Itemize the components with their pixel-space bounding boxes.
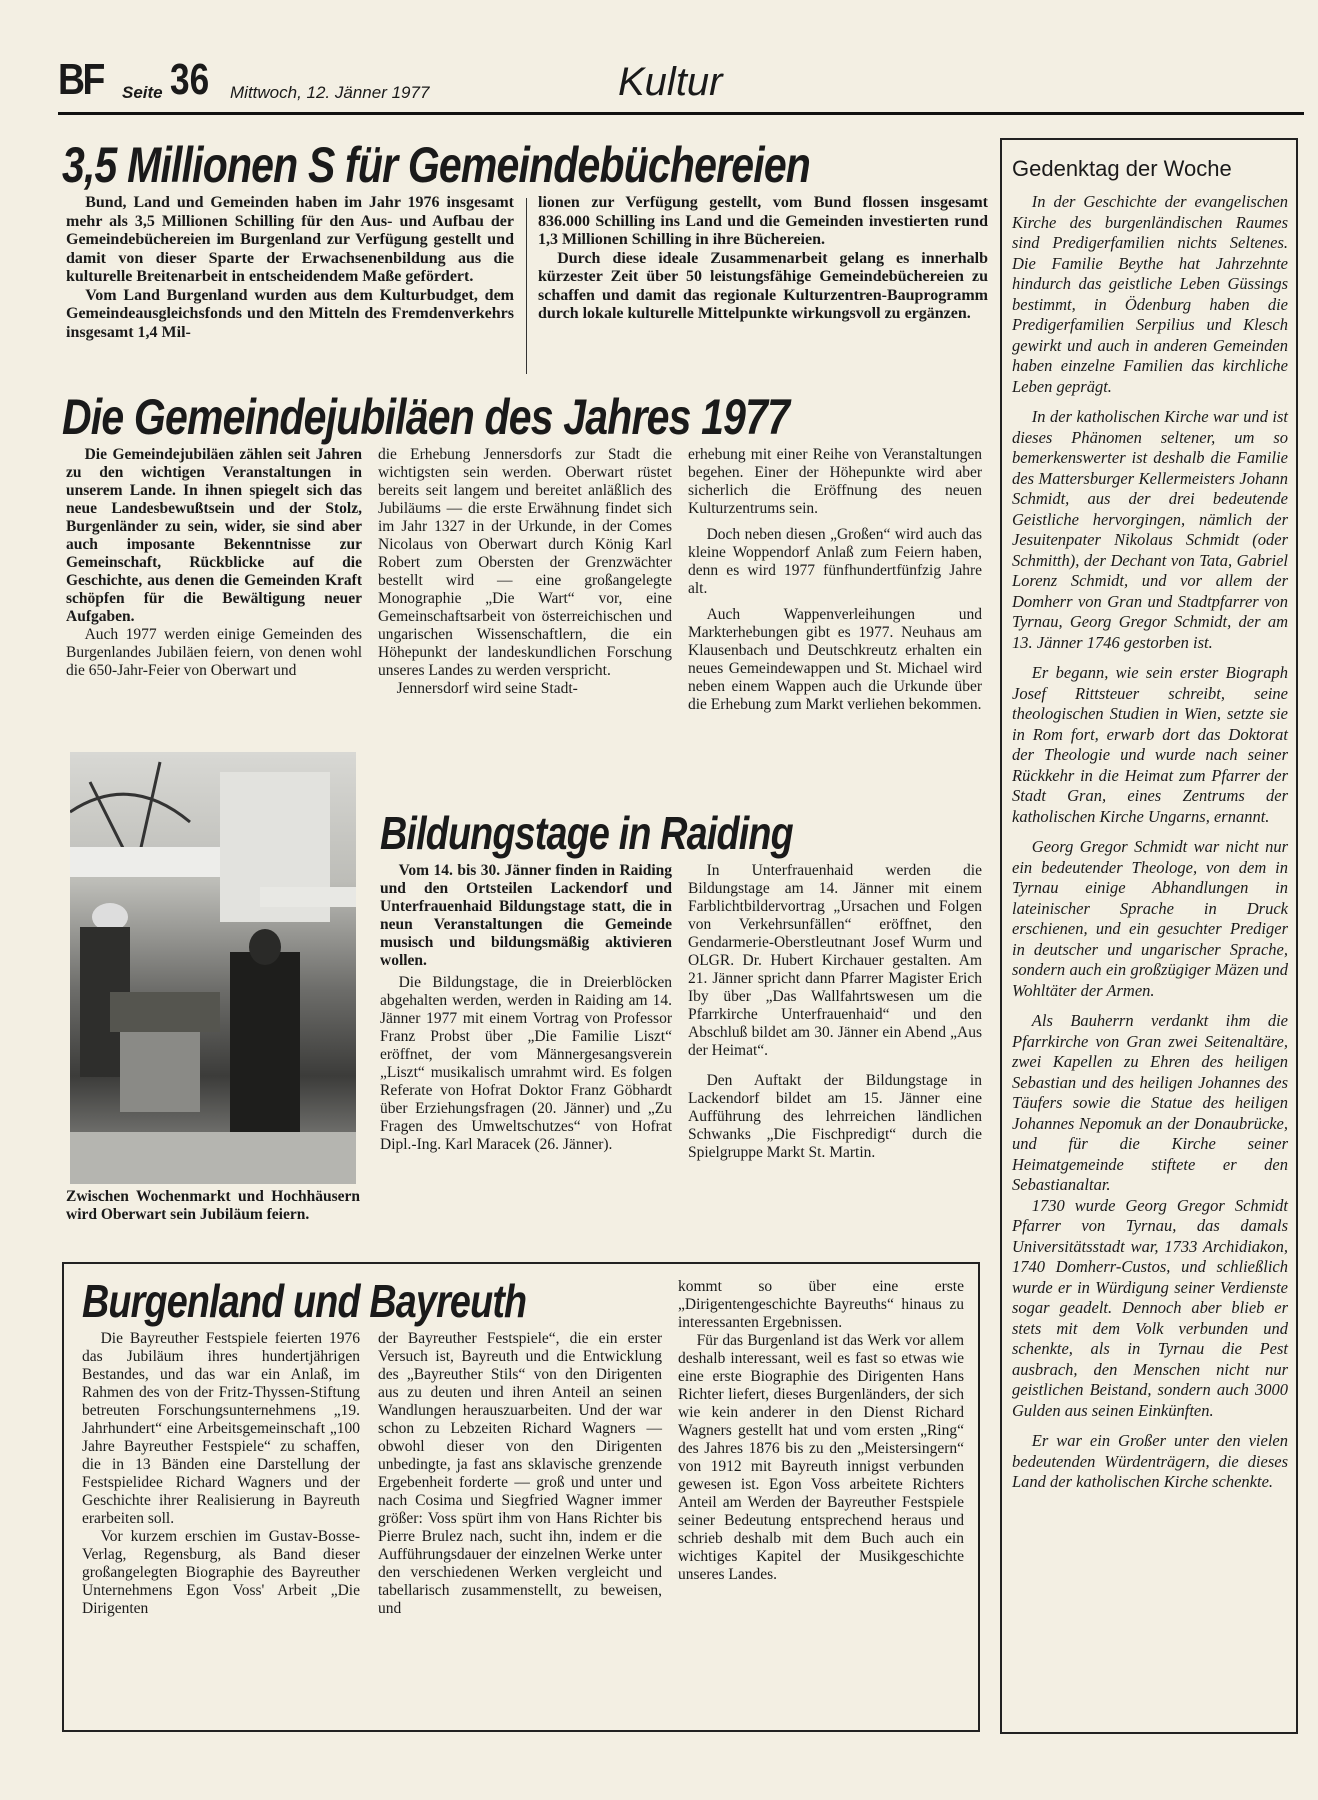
market-photo [70,752,356,1184]
issue-date: Mittwoch, 12. Jänner 1977 [230,83,430,102]
article-column [82,1330,360,1618]
paragraph: Vom Land Burgenland wurden aus dem Kulturbudget, dem Gemeindeausgleichsfonds und den Mitteln des Fremdenverkehrs insgesamt 1,4 Mil- [66,286,514,341]
article-column [688,446,982,714]
article-column [538,194,988,324]
paragraph: Vor kurzem erschien im Gustav-Bosse-Verlag, Regensburg, als Band dieser großangelegten Biographie des Bayreuther Unternehmens Egon Voss' Arbeit „Die Dirigenten [82,1528,360,1617]
article-column [380,862,672,1154]
article-column [678,1278,964,1584]
paragraph: In der katholischen Kirche war und ist dieses Phänomen seltener, um so bemerkenswerter ist deshalb die Familie des Mattersburger Kellermeisters Johann Schmidt, aus der drei bedeutende Geistliche hervorgingen, nämlich der Jesuitenpater Nikolaus Schmidt (oder Schmitth), der Dechant von Tata, Gabriel Lorenz Schmidt, und vor allem der Domherr von Gran und Stadtpfarrer von Tyrnau, Georg Gregor Schmidt, der am 13. Jänner 1746 gestorben ist. [1012,407,1288,652]
paragraph: Auch 1977 werden einige Gemeinden des Burgenlandes Jubiläen feiern, von denen wohl die 650-Jahr-Feier von Oberwart und [66,626,362,679]
paragraph: 1730 wurde Georg Gregor Schmidt Pfarrer von Tyrnau, das damals Universitätsstadt war, 1733 Archidiakon, 1740 Domherr-Custos, und schließlich wurde er in Würdigung seiner Verdienste sogar geadelt. Dennoch aber blieb er stets mit dem Volk verbunden und schenkte, als in Tyrnau die Pest ausbrach, den Menschen nicht nur geistlichen Beistand, sondern auch 3000 Gulden aus seinen Einkünften. [1012,1195,1288,1420]
paragraph: Die Bildungstage, die in Dreierblöcken abgehalten werden, werden in Raiding am 14. Jänner 1977 mit einem Vortrag von Professor Franz Probst über „Die Familie Liszt“ eröffnet, der vom Männergesangsverein „Liszt“ musikalisch umrahmt wird. Es folgen Referate von Hofrat Doktor Franz Göbhardt über Erziehungsfragen (20. Jänner) und „Zu Fragen des Umweltschutzes“ von Hofrat Dipl.-Ing. Karl Maracek (26. Jänner). [380,974,672,1153]
paragraph: lionen zur Verfügung gestellt, vom Bund flossen insgesamt 836.000 Schilling ins Land und die Gemeinden investierten rund 1,3 Millionen Schilling in ihre Büchereien. [538,194,988,248]
paragraph: der Bayreuther Festspiele“, die ein erster Versuch ist, Bayreuth und die Entwicklung des „Bayreuther Stils“ von den Dirigenten aus zu deuten und ihren Anteil an seinen Wandlungen herauszuarbeiten. Und der war schon zu Lebzeiten Richard Wagners — obwohl dieser von den Dirigenten unbedingte, ja fast ans sklavische grenzende Ergebenheit forderte — groß und unter und nach Cosima und Siegfried Wagner immer größer: Voss spürt ihm von Hans Richter bis Pierre Brulez nach, sucht ihn, indem er die Aufführungsdauer der einzelnen Werke unter den verschiedenen Werken vergleicht und tabellarisch zusammenstellt, zu beweisen, und [378,1330,662,1617]
paragraph: Er begann, wie sein erster Biograph Josef Rittsteuer schreibt, seine theologischen Studien in Wien, setzte sie in Rom fort, erwarb dort das Doktorat der Theologie und wurde nach seiner Rückkehr in die Heimat zum Pfarrer der Stadt Gran, eines Zentrums der katholischen Kirche Ungarns, ernannt. [1012,663,1288,826]
paragraph: Den Auftakt der Bildungstage in Lackendorf bildet am 15. Jänner eine Aufführung des lehrreichen ländlichen Schwanks „Die Fischpredigt“ durch die Spielgruppe Markt St. Martin. [688,1072,982,1161]
sidebar-body [1012,192,1288,1503]
paragraph: erhebung mit einer Reihe von Veranstaltungen begehen. Einer der Höhepunkte wird aber sicherlich die Eröffnung des neuen Kulturzentrums sein. [688,446,982,517]
photo-illustration [70,752,356,1184]
photo-caption: Zwischen Wochenmarkt und Hochhäusern wird Oberwart sein Jubiläum feiern. [66,1188,360,1223]
article-headline: Die Gemeindejubiläen des Jahres 1977 [62,389,790,445]
article-headline: 3,5 Millionen S für Gemeindebüchereien [62,137,811,193]
paper-logo: BF [58,55,103,104]
article-headline: Bildungstage in Raiding [380,807,793,859]
paragraph: kommt so über eine erste „Dirigentengeschichte Bayreuths“ hinaus zu interessanten Ergebnissen. [678,1278,964,1331]
paragraph: In Unterfrauenhaid werden die Bildungstage am 14. Jänner mit einem Farblichtbildervortrag „Ursachen und Folgen von Verkehrsunfällen“ eröffnet, den Gendarmerie-Oberstleutnant Josef Wurm und OLGR. Dr. Hubert Kirchauer gestalten. Am 21. Jänner spricht dann Pfarrer Magister Erich Iby über „Das Wallfahrtswesen um die Pfarrkirche Unterfrauenhaid“ und den Abschluß bildet am 30. Jänner ein Abend „Aus der Heimat“. [688,862,982,1059]
paragraph: Doch neben diesen „Großen“ wird auch das kleine Woppendorf Anlaß zum Feiern haben, denn es wird 1977 fünfhundertfünfzig Jahre alt. [688,526,982,597]
lead-paragraph: Vom 14. bis 30. Jänner finden in Raiding und den Ortsteilen Lackendorf und Unterfrauenhaid Bildungstage statt, die in neun Veranstaltungen die Gemeinde musisch und bildungsmäßig aktivieren wollen. [380,862,672,969]
article-column [66,194,514,342]
section-title: Kultur [618,60,723,104]
paragraph: Jennersdorf wird seine Stadt- [396,680,578,697]
lead-paragraph: Die Gemeindejubiläen zählen seit Jahren zu den wichtigen Veranstaltungen in unserem Lande. In ihnen spiegelt sich das neue Landesbewußtsein und der Stolz, Burgenländer zu sein, wider, sie sind aber auch imposante Bekenntnisse zur Gemeinschaft, Rückblicke auf die Geschichte, aus denen die Gemeinden Kraft schöpfen für die Bewältigung neuer Aufgaben. [66,446,362,625]
paragraph: Für das Burgenland ist das Werk vor allem deshalb interessant, weil es fast so etwas wie eine erste Biographie des Dirigenten Hans Richter liefert, dieses Burgenländers, der sich wie kein anderer in den Dienst Richard Wagners gestellt hat und vom ersten „Ring“ des Jahres 1876 bis zu den „Meistersingern“ von 1912 mit Bayreuth innigst verbunden gewesen ist. Egon Voss arbeitete Richters Anteil am Werden der Bayreuther Festspiele seiner Bedeutung entsprechend heraus und schrieb deshalb mit dem Buch auch ein wichtiges Kapitel der Musikgeschichte unseres Landes. [678,1332,964,1583]
article-column [688,862,982,1162]
article-column [66,446,362,680]
paragraph: Durch diese ideale Zusammenarbeit gelang es innerhalb kürzester Zeit über 50 leistungsfähige Gemeindebüchereien zu schaffen und damit das regionale Kulturzentren-Bauprogramm durch lokale kulturelle Mittelpunkte wirkungsvoll zu ergänzen. [538,249,988,322]
paragraph: Die Bayreuther Festspiele feierten 1976 das Jubiläum ihres hundertjährigen Bestandes, und das war ein Anlaß, im Rahmen des von der Fritz-Thyssen-Stiftung betreuten Forschungsunternehmens „19. Jahrhundert“ eine Arbeitsgemeinschaft „100 Jahre Bayreuther Festspiele“ zu schaffen, die in 13 Bänden eine Darstellung der Festspielidee Richard Wagners und der Geschichte ihrer Realisierung in Bayreuth erarbeiten soll. [82,1330,360,1527]
paragraph: In der Geschichte der evangelischen Kirche des burgenländischen Raumes sind Predigerfamilien nichts Seltenes. Die Familie Beythe hat Jahrzehnte hindurch das geistliche Leben Güssings bestimmt, in Ödenburg haben die Predigerfamilien Serpilius und Klesch gewirkt und auch in anderen Gemeinden haben einzelne Familien das kirchliche Leben geprägt. [1012,192,1288,396]
paragraph: Auch Wappenverleihungen und Markterhebungen gibt es 1977. Neuhaus am Klausenbach und Deutschkreutz erhalten ein neues Gemeindewappen und St. Michael wird neben einem Wappen auch die Urkunde über die Erhebung zum Markt verliehen bekommen. [688,606,982,713]
sidebar-title: Gedenktag der Woche [1012,156,1232,181]
column-divider [526,198,527,374]
page-number: 36 [170,55,210,104]
article-column [378,1330,662,1618]
paragraph: Bund, Land und Gemeinden haben im Jahr 1976 insgesamt mehr als 3,5 Millionen Schilling für den Aus- und Aufbau der Gemeindebüchereien im Burgenland zur Verfügung gestellt und damit von dieser Sparte der Erwachsenenbildung aus die kulturelle Breitenarbeit in entscheidendem Maße gefördert. [66,194,514,285]
article-column [378,446,672,698]
paragraph: Er war ein Großer unter den vielen bedeutenden Würdenträgern, die dieses Land der katholischen Kirche schenkte. [1012,1431,1288,1491]
paragraph: die Erhebung Jennersdorfs zur Stadt die wichtigsten sein werden. Oberwart rüstet bereits seit langem und bereitet anläßlich des Jubiläums — die erste Erwähnung findet sich im Jahr 1327 in der Urkunde, in der Comes Nicolaus von Oberwart durch König Karl Robert zum Obersten der Grenzwächter bestellt wird — eine großangelegte Monographie „Die Wart“ vor, eine Gemeinschaftsarbeit von österreichischen und ungarischen Wissenschaftlern, die ein Höhepunkt der landeskundlichen Forschung unseres Landes zu werden verspricht. [378,446,672,679]
article-headline: Burgenland und Bayreuth [82,1275,527,1327]
paragraph: Als Bauherrn verdankt ihm die Pfarrkirche von Gran zwei Seitenaltäre, zwei Kapellen zu Ehren des heiligen Sebastian und des heiligen Johannes des Täufers sowie die Statue des heiligen Johannes Nepomuk an der Donaubrücke, und für die Kirche seiner Heimatgemeinde stiftete er den Sebastianaltar. [1012,1011,1288,1194]
page-label: Seite [122,83,163,102]
paragraph: Georg Gregor Schmidt war nicht nur ein bedeutender Theologe, von dem in Tyrnau einige Abhandlungen in lateinischer Sprache in Druck erschienen, und ein gesuchter Prediger in deutscher und ungarischer Sprache, sondern auch ein großzügiger Mäzen und Wohltäter der Armen. [1012,837,1288,1000]
header-rule [58,112,1304,115]
